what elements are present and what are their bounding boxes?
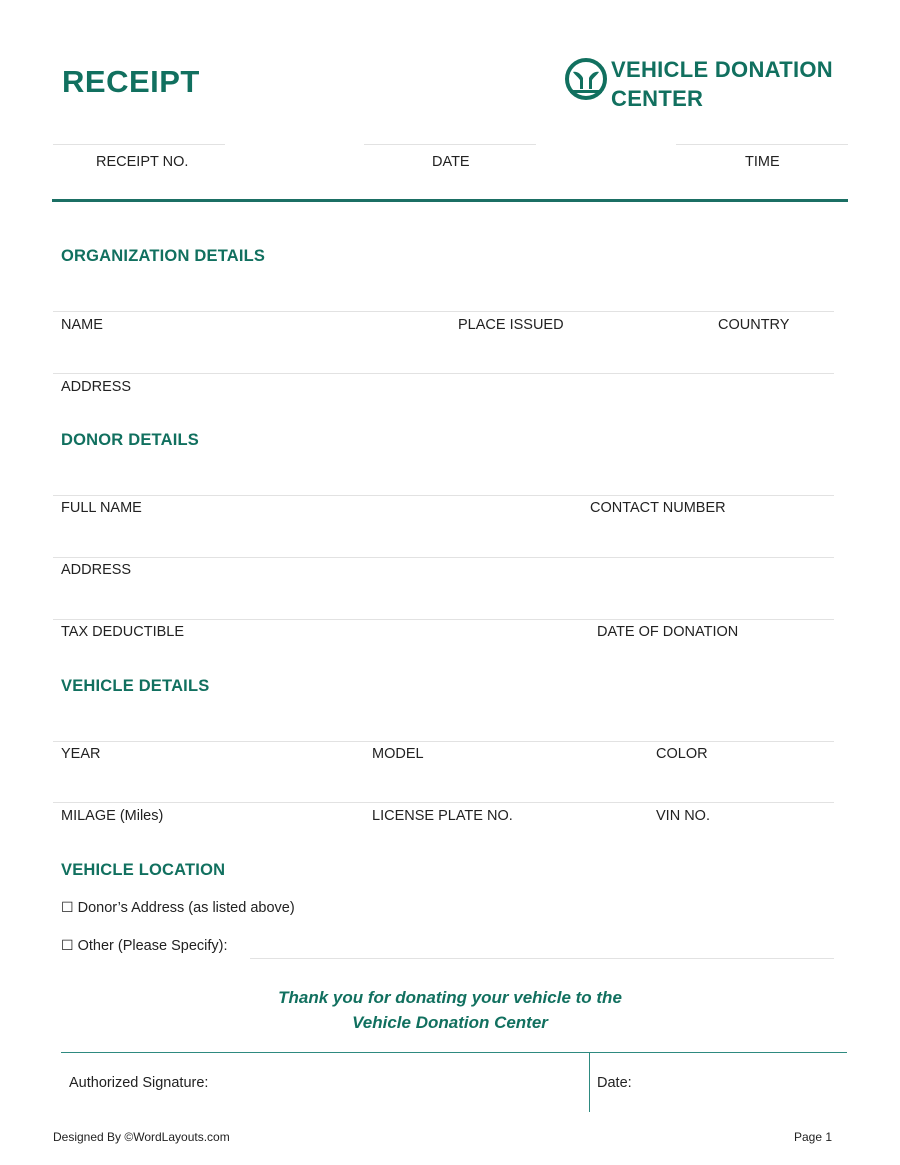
header-divider [52, 199, 848, 202]
donor-address-option[interactable] [61, 899, 295, 916]
org-name-label: NAME [61, 317, 103, 333]
thank-you-line-1: Thank you for donating your vehicle to the [278, 988, 622, 1007]
page-number: Page 1 [794, 1130, 833, 1144]
checkbox-icon[interactable]: ☐ [61, 937, 74, 953]
other-location-option-label: Other (Please Specify): [77, 938, 228, 954]
signature-top-line [61, 1052, 847, 1053]
divider [53, 557, 834, 558]
org-place-issued-label: PLACE ISSUED [458, 317, 564, 333]
vehicle-heading: VEHICLE DETAILS [61, 677, 210, 695]
donor-heading: DONOR DETAILS [61, 431, 199, 449]
vin-label: VIN NO. [656, 808, 710, 824]
license-plate-label: LICENSE PLATE NO. [372, 808, 513, 824]
year-label: YEAR [61, 746, 101, 762]
receipt-title: RECEIPT [62, 64, 200, 99]
org-country-label: COUNTRY [718, 317, 790, 333]
donor-full-name-label: FULL NAME [61, 500, 142, 516]
logo-line-2: CENTER [611, 86, 704, 111]
logo-text [611, 55, 833, 113]
checkbox-icon[interactable]: ☐ [61, 899, 74, 915]
time-label: TIME [745, 154, 780, 170]
divider [53, 495, 834, 496]
date-label: DATE [432, 154, 470, 170]
date-line [364, 144, 536, 145]
donor-contact-number-label: CONTACT NUMBER [590, 500, 726, 516]
divider [53, 373, 834, 374]
donor-address-option-label: Donor’s Address (as listed above) [77, 900, 295, 916]
vehicle-location-heading: VEHICLE LOCATION [61, 861, 226, 879]
divider [53, 802, 834, 803]
authorized-signature-label: Authorized Signature: [69, 1075, 209, 1091]
thank-you-message [0, 985, 900, 1035]
logo-line-1: VEHICLE DONATION [611, 57, 833, 82]
time-line [676, 144, 848, 145]
date-of-donation-label: DATE OF DONATION [597, 624, 739, 640]
mileage-label: MILAGE (Miles) [61, 808, 164, 824]
signature-date-label: Date: [597, 1075, 632, 1091]
divider [53, 311, 834, 312]
divider [53, 741, 834, 742]
signature-divider [589, 1052, 590, 1112]
other-location-option[interactable] [61, 937, 228, 954]
tax-deductible-label: TAX DEDUCTIBLE [61, 624, 185, 640]
receipt-no-label: RECEIPT NO. [96, 154, 189, 170]
organization-heading: ORGANIZATION DETAILS [61, 247, 266, 265]
organization-logo [564, 55, 854, 115]
donor-address-label: ADDRESS [61, 562, 132, 578]
other-location-input-line[interactable] [250, 958, 834, 959]
org-address-label: ADDRESS [61, 379, 132, 395]
receipt-no-line [53, 144, 225, 145]
divider [53, 619, 834, 620]
designer-credit: Designed By ©WordLayouts.com [53, 1130, 230, 1144]
model-label: MODEL [372, 746, 424, 762]
thank-you-line-2: Vehicle Donation Center [352, 1013, 548, 1032]
color-label: COLOR [656, 746, 708, 762]
leaf-circle-logo-icon [564, 57, 608, 101]
